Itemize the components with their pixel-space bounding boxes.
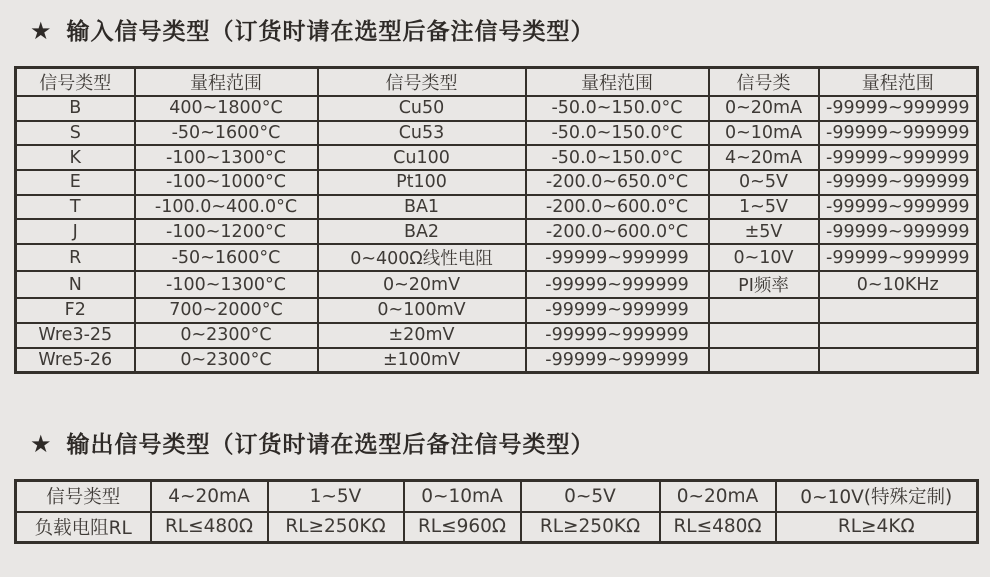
table-cell: -99999~999999 [526,323,709,348]
table-cell: -50.0~150.0°C [526,121,709,146]
header-row [16,481,978,512]
table-cell: K [16,145,135,170]
table-cell: Cu53 [318,121,526,146]
table-row [16,271,978,298]
table-cell: -99999~999999 [819,219,978,244]
header-cell: 量程范围 [526,68,709,97]
table-cell: RL≤480Ω [660,512,776,543]
header-cell: 0~20mA [660,481,776,512]
table-cell: -99999~999999 [819,195,978,220]
table-row [16,348,978,373]
table-cell [819,323,978,348]
table-cell: -200.0~600.0°C [526,219,709,244]
table-cell: -100~1200°C [135,219,318,244]
table-cell: 0~10KHz [819,271,978,298]
table-cell [709,298,819,323]
output-signal-section-title [30,426,595,459]
table-row [16,145,978,170]
table-cell: -99999~999999 [526,244,709,271]
table-cell: Cu50 [318,96,526,121]
table-row [16,96,978,121]
table-cell: B [16,96,135,121]
table-cell: T [16,195,135,220]
header-cell: 0~10mA [404,481,521,512]
table-cell: -50~1600°C [135,244,318,271]
table-cell: J [16,219,135,244]
table-cell: 0~20mA [709,96,819,121]
table-cell: Cu100 [318,145,526,170]
table-cell: R [16,244,135,271]
output-signal-title-text: 输出信号类型（订货时请在选型后备注信号类型） [66,432,595,458]
table-cell: Wre3-25 [16,323,135,348]
table-cell: -99999~999999 [819,170,978,195]
table-cell: 700~2000°C [135,298,318,323]
table-cell: -99999~999999 [819,244,978,271]
header-cell: 信号类 [709,68,819,97]
star-icon: ★ [30,430,53,458]
table-cell: RL≤960Ω [404,512,521,543]
table-cell: 400~1800°C [135,96,318,121]
table-cell: -100.0~400.0°C [135,195,318,220]
table-cell: ±5V [709,219,819,244]
table-cell: -200.0~600.0°C [526,195,709,220]
table-cell: 4~20mA [709,145,819,170]
table-cell: 0~2300°C [135,348,318,373]
table-cell: BA2 [318,219,526,244]
table-cell: 1~5V [709,195,819,220]
input-signal-table [14,66,979,374]
header-cell: 信号类型 [16,68,135,97]
table-cell: -99999~999999 [819,121,978,146]
table-cell: S [16,121,135,146]
header-cell: 0~5V [521,481,660,512]
table-cell: Pt100 [318,170,526,195]
table-cell: RL≥250KΩ [268,512,404,543]
star-icon: ★ [30,17,53,45]
table-row [16,121,978,146]
output-signal-table [14,479,979,544]
table-cell: 0~2300°C [135,323,318,348]
table-cell: -99999~999999 [819,145,978,170]
header-row [16,68,978,97]
table-cell: RL≥250KΩ [521,512,660,543]
table-cell: RL≤480Ω [151,512,268,543]
header-cell: 信号类型 [16,481,151,512]
table-row [16,244,978,271]
table-cell: 0~400Ω线性电阻 [318,244,526,271]
input-signal-title-text: 输入信号类型（订货时请在选型后备注信号类型） [66,19,595,45]
table-cell [709,348,819,373]
table-cell: 0~100mV [318,298,526,323]
table-cell: -50~1600°C [135,121,318,146]
table-cell: 0~10mA [709,121,819,146]
header-cell: 0~10V(特殊定制) [776,481,978,512]
table-cell: N [16,271,135,298]
table-cell: -100~1000°C [135,170,318,195]
table-cell: -50.0~150.0°C [526,96,709,121]
table-row [16,219,978,244]
table-cell: ±20mV [318,323,526,348]
input-signal-section-title [30,13,595,46]
table-cell [819,348,978,373]
header-cell: 量程范围 [135,68,318,97]
table-cell [709,323,819,348]
table-row [16,298,978,323]
table-cell: -50.0~150.0°C [526,145,709,170]
table-cell: -99999~999999 [819,96,978,121]
table-cell: -99999~999999 [526,348,709,373]
table-cell [819,298,978,323]
table-cell: BA1 [318,195,526,220]
header-cell: 1~5V [268,481,404,512]
table-cell: 0~10V [709,244,819,271]
table-row [16,512,978,543]
table-cell: 0~5V [709,170,819,195]
table-cell: 0~20mV [318,271,526,298]
table-cell: -200.0~650.0°C [526,170,709,195]
table-cell: 负载电阻RL [16,512,151,543]
header-cell: 信号类型 [318,68,526,97]
header-cell: 量程范围 [819,68,978,97]
header-cell: 4~20mA [151,481,268,512]
table-cell: -99999~999999 [526,271,709,298]
table-cell: -100~1300°C [135,271,318,298]
table-row [16,195,978,220]
table-row [16,323,978,348]
table-cell: Wre5-26 [16,348,135,373]
table-cell: F2 [16,298,135,323]
table-cell: -100~1300°C [135,145,318,170]
table-cell: -99999~999999 [526,298,709,323]
table-row [16,170,978,195]
table-cell: RL≥4KΩ [776,512,978,543]
table-cell: PI频率 [709,271,819,298]
table-cell: E [16,170,135,195]
table-cell: ±100mV [318,348,526,373]
